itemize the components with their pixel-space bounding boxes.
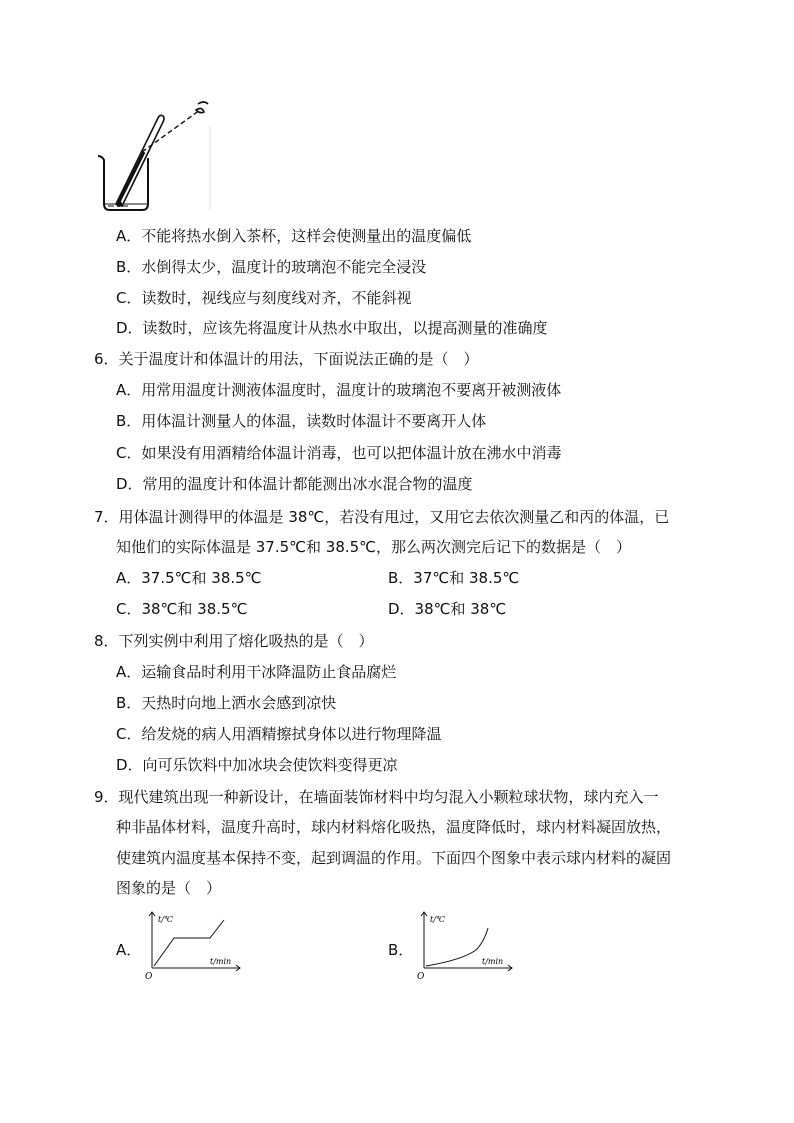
- q8-option-c: C．给发烧的病人用酒精擦拭身体以进行物理降温: [116, 725, 442, 743]
- q9-graph-b-xlabel: t/min: [482, 957, 504, 966]
- q9-stem-line4: 图象的是（ ）: [116, 879, 222, 897]
- q9-graph-b-origin: O: [417, 972, 425, 982]
- q9-graph-a-origin: O: [145, 972, 153, 982]
- q9-graph-a-label: A．: [116, 941, 142, 959]
- beaker-thermometer-figure: [92, 96, 222, 218]
- q5-option-a: A．不能将热水倒入茶杯，这样会使测量出的温度偏低: [116, 227, 472, 245]
- q7-stem-line2: 知他们的实际体温是 37.5℃和 38.5℃，那么两次测完后记下的数据是（ ）: [116, 538, 632, 556]
- q8-option-d: D．向可乐饮料中加冰块会使饮料变得更凉: [116, 756, 398, 774]
- q8-option-a: A．运输食品时利用干冰降温防止食品腐烂: [116, 663, 397, 681]
- q6-option-a: A．用常用温度计测液体温度时，温度计的玻璃泡不要离开被测液体: [116, 381, 562, 399]
- q5-option-c: C．读数时，视线应与刻度线对齐，不能斜视: [116, 289, 412, 307]
- q9-graph-b-curve: [426, 928, 488, 966]
- q9-stem-line3: 使建筑内温度基本保持不变，起到调温的作用。下面四个图象中表示球内材料的凝固: [116, 849, 672, 867]
- q7-option-c: C．38℃和 38.5℃: [116, 600, 248, 618]
- q6-stem: 6．关于温度计和体温计的用法，下面说法正确的是（ ）: [94, 350, 479, 368]
- q9-graph-b-ylabel: t/℃: [430, 915, 445, 924]
- q7-option-b: B．37℃和 38.5℃: [388, 569, 520, 587]
- q9-graph-a-xlabel: t/min: [210, 957, 232, 966]
- q9-graph-b: [412, 908, 516, 982]
- q9-graph-b-label: B．: [388, 941, 414, 959]
- q7-option-d: D．38℃和 38℃: [388, 600, 507, 618]
- q6-option-c: C．如果没有用酒精给体温计消毒，也可以把体温计放在沸水中消毒: [116, 444, 562, 462]
- q7-stem-line1: 7．用体温计测得甲的体温是 38℃，若没有甩过，又用它去依次测量乙和丙的体温，已: [94, 508, 670, 526]
- q8-stem: 8．下列实例中利用了熔化吸热的是（ ）: [94, 632, 374, 650]
- q5-option-d: D．读数时，应该先将温度计从热水中取出，以提高测量的准确度: [116, 319, 548, 337]
- q8-option-b: B．天热时向地上洒水会感到凉快: [116, 694, 337, 712]
- q9-stem-line2: 种非晶体材料，温度升高时，球内材料熔化吸热，温度降低时，球内材料凝固放热，: [116, 818, 672, 836]
- q9-stem-line1: 9．现代建筑出现一种新设计，在墙面装饰材料中均匀混入小颗粒球状物，球内充入一: [94, 788, 659, 806]
- q5-option-b: B．水倒得太少，温度计的玻璃泡不能完全浸没: [116, 258, 427, 276]
- q7-option-a: A．37.5℃和 38.5℃: [116, 569, 262, 587]
- q9-graph-a-ylabel: t/℃: [158, 915, 173, 924]
- q6-option-d: D．常用的温度计和体温计都能测出冰水混合物的温度: [116, 475, 473, 493]
- q6-option-b: B．用体温计测量人的体温，读数时体温计不要离开人体: [116, 412, 487, 430]
- q9-graph-a: [140, 908, 244, 982]
